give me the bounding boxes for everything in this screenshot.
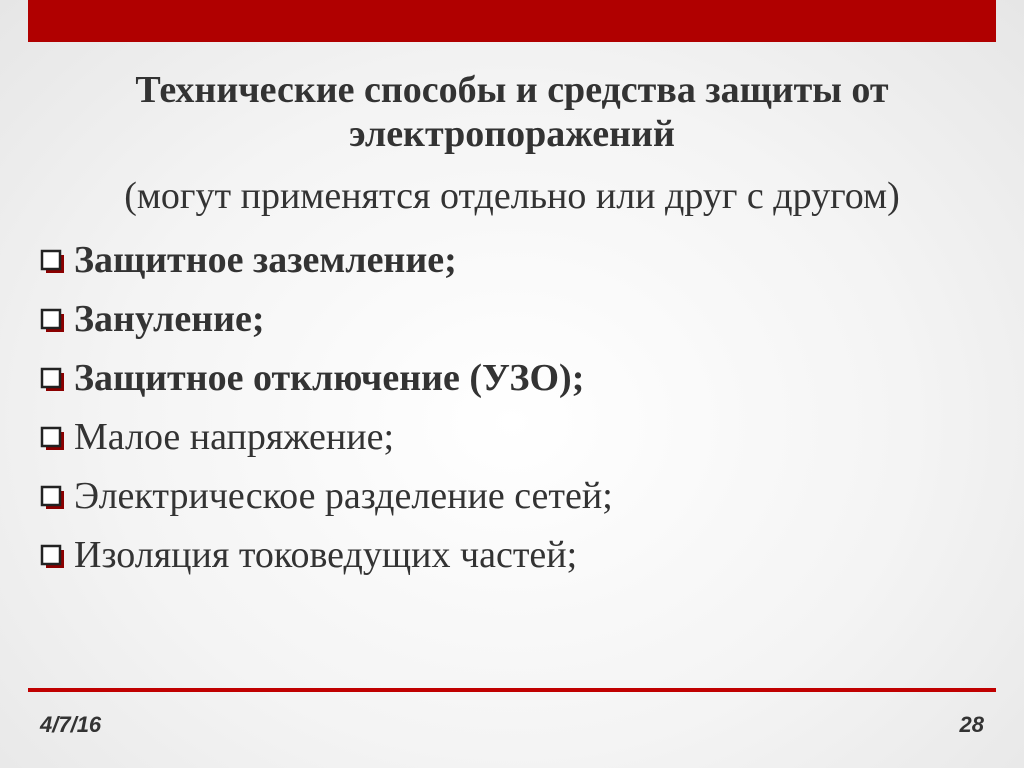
bullet-label: Электрическое разделение сетей; <box>74 474 613 517</box>
bullet-item <box>40 230 613 289</box>
checkbox-square-icon <box>40 477 68 515</box>
bullet-list <box>40 230 613 584</box>
footer-divider <box>28 688 996 692</box>
bullet-item <box>40 348 613 407</box>
checkbox-square-icon <box>40 241 68 279</box>
checkbox-square-icon <box>40 418 68 456</box>
checkbox-square-icon <box>40 300 68 338</box>
bullet-label: Изоляция токоведущих частей; <box>74 533 578 576</box>
footer-date: 4/7/16 <box>40 712 102 737</box>
page-number: 28 <box>959 712 984 737</box>
bullet-item <box>40 466 613 525</box>
top-accent-bar <box>28 0 996 42</box>
bullet-label: Зануление; <box>74 297 265 340</box>
slide-subtitle: (могут применятся отдельно или друг с другом) <box>124 175 900 217</box>
bullet-item <box>40 525 613 584</box>
slide-title: Технические способы и средства защиты от электропоражений <box>135 69 889 155</box>
bullet-label: Защитное заземление; <box>74 238 457 281</box>
checkbox-square-icon <box>40 359 68 397</box>
bullet-item <box>40 407 613 466</box>
bullet-item <box>40 289 613 348</box>
bullet-label: Малое напряжение; <box>74 415 395 458</box>
checkbox-square-icon <box>40 536 68 574</box>
bullet-label: Защитное отключение (УЗО); <box>74 356 585 399</box>
